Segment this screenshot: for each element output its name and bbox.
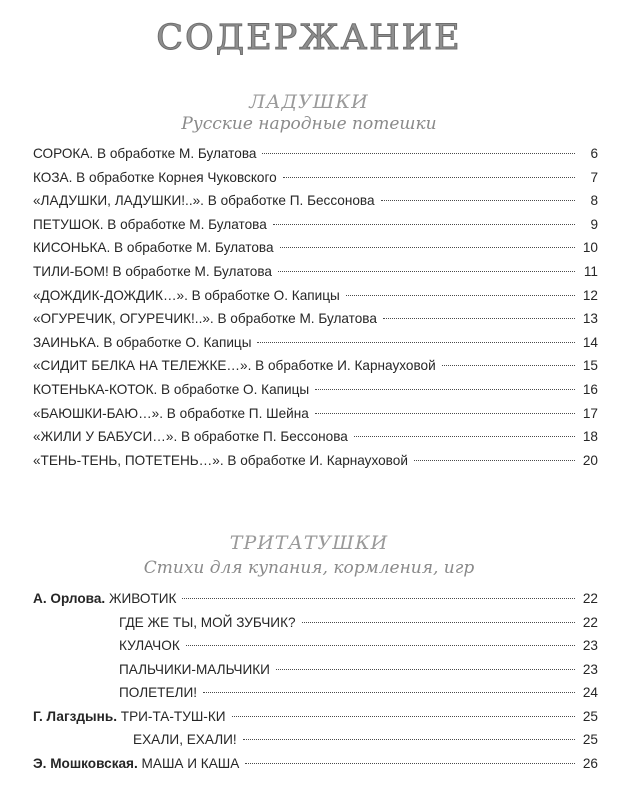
toc-entry-title-text: ЗАИНЬКА. В обработке О. Капицы: [33, 334, 252, 350]
toc-entry-title: [33, 378, 309, 402]
toc-entry: [33, 378, 598, 402]
toc-entry: [33, 189, 598, 213]
toc-entry: [33, 354, 598, 378]
toc-page-number: 22: [582, 614, 598, 630]
toc-page-number: 23: [582, 661, 598, 677]
toc-page-number: 12: [582, 287, 598, 303]
toc-page-number: 22: [582, 591, 598, 606]
toc-entry-title: [33, 587, 176, 611]
toc-entry-title: [33, 425, 348, 449]
toc-page-number: 15: [582, 358, 598, 374]
page-title: СОДЕРЖАНИЕ: [156, 18, 462, 58]
toc-page-number: 26: [582, 755, 598, 771]
toc-entry-title-text: КОЗА. В обработке Корнея Чуковского: [33, 169, 277, 185]
toc-list-ladushki: [33, 142, 598, 472]
toc-dot-leader: [414, 460, 575, 461]
toc-entry-title: [33, 236, 274, 260]
toc-entry: [33, 213, 598, 237]
toc-entry: [33, 284, 598, 308]
toc-entry-title: [119, 681, 197, 705]
toc-entry: [33, 728, 598, 752]
toc-entry: [33, 752, 598, 776]
toc-entry-title: [119, 658, 270, 682]
toc-page-number: 6: [590, 146, 598, 161]
toc-entry-title-text: ЕХАЛИ, ЕХАЛИ!: [133, 732, 237, 747]
toc-dot-leader: [315, 413, 575, 414]
toc-dot-leader: [243, 739, 575, 740]
toc-dot-leader: [276, 669, 575, 670]
toc-entry: [33, 166, 598, 190]
toc-entry-title-text: «БАЮШКИ-БАЮ…». В обработке П. Шейна: [33, 405, 309, 421]
toc-page-number: 25: [582, 708, 598, 724]
toc-entry-title: [33, 402, 309, 426]
toc-list-tritatushki: [33, 587, 598, 775]
toc-entry-title-text: МАША И КАША: [141, 755, 240, 771]
toc-dot-leader: [262, 153, 575, 154]
toc-entry-title: [33, 142, 256, 166]
toc-dot-leader: [186, 645, 575, 646]
toc-entry-title-text: КИСОНЬКА. В обработке М. Булатова: [33, 240, 274, 256]
toc-dot-leader: [302, 622, 575, 623]
toc-page-number: 13: [582, 311, 598, 327]
toc-entry: [33, 658, 598, 682]
toc-entry: [33, 236, 598, 260]
toc-dot-leader: [257, 342, 575, 343]
toc-dot-leader: [245, 763, 575, 764]
toc-entry: [33, 260, 598, 284]
toc-page-number: 17: [582, 405, 598, 421]
section-title-ladushki: ЛАДУШКИ: [249, 91, 369, 113]
section-subtitle-ladushki: Русские народные потешки: [181, 114, 437, 134]
toc-entry-author: Г. Лагздынь.: [33, 708, 117, 724]
toc-entry-title: [33, 260, 272, 284]
toc-page-number: 16: [582, 381, 598, 397]
section-title-tritatushki: ТРИТАТУШКИ: [229, 532, 389, 554]
toc-entry-title-text: «ДОЖДИК-ДОЖДИК…». В обработке О. Капицы: [33, 287, 340, 303]
toc-dot-leader: [346, 295, 575, 296]
toc-page-number: 11: [583, 263, 598, 279]
toc-page-number: 20: [582, 452, 598, 468]
toc-entry-title-text: ТИЛИ-БОМ! В обработке М. Булатова: [33, 263, 272, 279]
toc-entry: [33, 402, 598, 426]
toc-page-number: 8: [590, 193, 598, 209]
toc-entry-title-text: ПЕТУШОК. В обработке М. Булатова: [33, 216, 267, 232]
toc-page-number: 24: [582, 685, 598, 700]
toc-page-number: 23: [582, 638, 598, 653]
toc-dot-leader: [354, 436, 575, 437]
toc-page-number: 25: [582, 732, 598, 747]
toc-dot-leader: [381, 200, 575, 201]
toc-entry-title-text: ГДЕ ЖЕ ТЫ, МОЙ ЗУБЧИК?: [119, 614, 296, 630]
toc-dot-leader: [278, 271, 575, 272]
toc-entry-title-text: «ЛАДУШКИ, ЛАДУШКИ!..». В обработке П. Бессонова: [33, 193, 375, 209]
toc-entry-title: [33, 189, 375, 213]
toc-entry-title-text: «СИДИТ БЕЛКА НА ТЕЛЕЖКЕ…». В обработке И. Карнауховой: [33, 358, 436, 374]
toc-dot-leader: [280, 247, 575, 248]
toc-entry-title-text: КУЛАЧОК: [119, 638, 180, 653]
section-subtitle-tritatushki: Стихи для купания, кормления, игр: [143, 558, 475, 578]
toc-entry-title: [33, 354, 436, 378]
toc-entry: [33, 705, 598, 729]
toc-dot-leader: [273, 224, 575, 225]
toc-page-number: 18: [582, 429, 598, 445]
toc-entry-title: [33, 752, 239, 776]
toc-page-number: 7: [590, 169, 598, 185]
toc-entry-title: [33, 705, 226, 729]
toc-dot-leader: [283, 177, 575, 178]
toc-entry: [33, 611, 598, 635]
toc-entry: [33, 681, 598, 705]
toc-entry-title: [33, 166, 277, 190]
toc-entry-title: [119, 611, 296, 635]
toc-entry-title-text: «ТЕНЬ-ТЕНЬ, ПОТЕТЕНЬ…». В обработке И. Карнауховой: [33, 452, 408, 468]
toc-page-number: 14: [582, 334, 598, 350]
toc-dot-leader: [182, 598, 575, 599]
toc-entry-title-text: «ОГУРЕЧИК, ОГУРЕЧИК!..». В обработке М. Булатова: [33, 311, 377, 327]
toc-entry-title-text: «ЖИЛИ У БАБУСИ…». В обработке П. Бессонова: [33, 429, 348, 445]
toc-entry-title-text: КОТЕНЬКА-КОТОК. В обработке О. Капицы: [33, 381, 310, 397]
toc-entry: [33, 142, 598, 166]
toc-entry: [33, 331, 598, 355]
toc-entry-title-text: ЖИВОТИК: [108, 591, 177, 606]
toc-dot-leader: [315, 389, 575, 390]
toc-entry-title: [33, 284, 340, 308]
toc-entry-title: [133, 728, 237, 752]
toc-entry-title-text: ПАЛЬЧИКИ-МАЛЬЧИКИ: [119, 661, 270, 677]
toc-entry-title: [119, 634, 180, 658]
toc-dot-leader: [232, 716, 575, 717]
toc-dot-leader: [442, 365, 575, 366]
toc-entry-title: [33, 331, 251, 355]
toc-entry-title-text: ТРИ-ТА-ТУШ-КИ: [120, 708, 226, 724]
toc-entry-title: [33, 307, 377, 331]
toc-entry: [33, 307, 598, 331]
toc-entry-author: Э. Мошковская.: [33, 755, 138, 771]
toc-dot-leader: [203, 692, 575, 693]
toc-page-number: 10: [582, 240, 598, 256]
toc-entry: [33, 634, 598, 658]
toc-entry-title: [33, 213, 267, 237]
toc-entry: [33, 587, 598, 611]
toc-entry: [33, 449, 598, 473]
toc-page-number: 9: [590, 216, 598, 232]
toc-entry-title-text: СОРОКА. В обработке М. Булатова: [33, 146, 257, 161]
toc-entry-title: [33, 449, 408, 473]
toc-entry: [33, 425, 598, 449]
toc-dot-leader: [383, 318, 575, 319]
toc-entry-author: А. Орлова.: [33, 591, 106, 606]
toc-entry-title-text: ПОЛЕТЕЛИ!: [119, 685, 198, 700]
